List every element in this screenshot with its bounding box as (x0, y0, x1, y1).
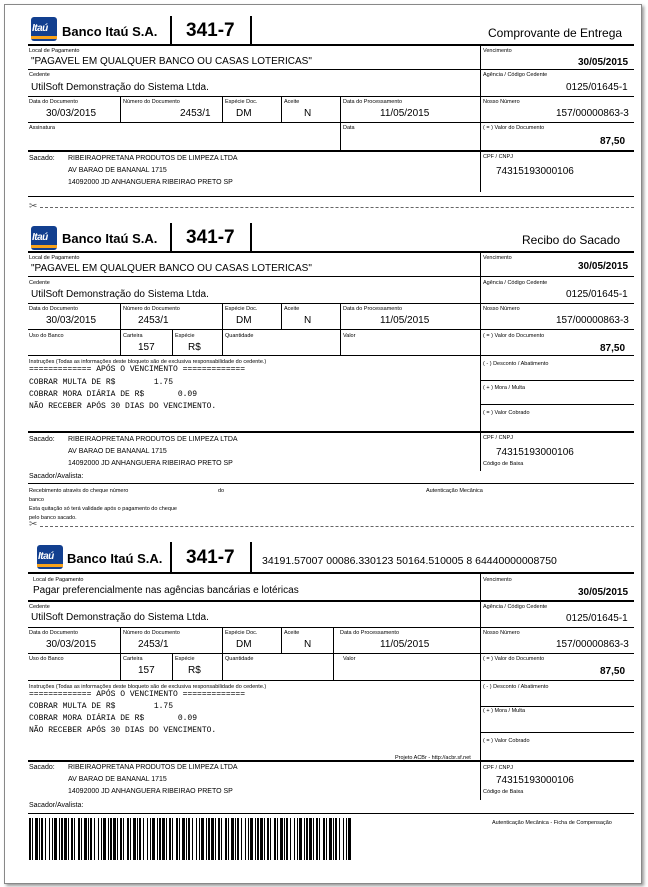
barcode-bar (274, 818, 276, 860)
barcode-bar (309, 818, 312, 860)
barcode-bar (231, 818, 234, 860)
barcode-bar (264, 818, 265, 860)
barcode-bar (29, 818, 31, 860)
barcode-bar (188, 818, 190, 860)
barcode-bar (323, 818, 325, 860)
barcode-bar (108, 818, 109, 860)
scissors-icon: ✂ (29, 201, 38, 212)
barcode-bar (61, 818, 63, 860)
barcode-bar (169, 818, 171, 860)
bank-name: Banco Itaú S.A. (62, 24, 158, 39)
barcode-bar (199, 818, 200, 860)
cedente: UtilSoft Demonstração do Sistema Ltda. (31, 82, 209, 93)
barcode-bar (172, 818, 173, 860)
barcode-bar (225, 818, 227, 860)
barcode-bar (284, 818, 285, 860)
barcode-bar (316, 818, 318, 860)
local-pagamento: "PAGAVEL EM QUALQUER BANCO OU CASAS LOTERICAS" (31, 56, 312, 67)
barcode-bar (54, 818, 57, 860)
sacado-nome: RIBEIRAOPRETANA PRODUTOS DE LIMPEZA LTDA (68, 155, 238, 162)
barcode-bar (78, 818, 80, 860)
barcode-bar (221, 818, 222, 860)
vencimento: 30/05/2015 (578, 57, 629, 68)
itau-logo: Itaú (37, 545, 63, 569)
barcode-bar (299, 818, 302, 860)
barcode-bar (103, 818, 106, 860)
barcode-bar (348, 818, 351, 860)
barcode-bar (94, 818, 95, 860)
barcode-bar (326, 818, 327, 860)
barcode-bar (186, 818, 187, 860)
barcode-bar (45, 818, 46, 860)
barcode-bar (90, 818, 92, 860)
barcode-bar (267, 818, 269, 860)
itau-logo: Itaú (31, 17, 57, 41)
barcode-bar (179, 818, 180, 860)
barcode-bar (215, 818, 216, 860)
barcode-bar (297, 818, 298, 860)
barcode-bar (74, 818, 75, 860)
barcode-bar (98, 818, 99, 860)
barcode-bar (49, 818, 50, 860)
valor-documento: 87,50 (600, 136, 626, 147)
barcode-bar (248, 818, 249, 860)
barcode-bar (235, 818, 236, 860)
barcode-bar (206, 818, 207, 860)
barcode-bar (290, 818, 291, 860)
itau-logo: Itaú (31, 226, 57, 250)
barcode-bar (306, 818, 308, 860)
barcode-bar (329, 818, 332, 860)
barcode-bar (260, 818, 263, 860)
barcode-bar (201, 818, 204, 860)
barcode-bar (286, 818, 288, 860)
barcode-bar (35, 818, 38, 860)
scissors-icon: ✂ (29, 519, 38, 530)
agencia: 0125/01645-1 (566, 82, 628, 93)
barcode-bar (333, 818, 334, 860)
barcode-bar (250, 818, 253, 860)
barcode-bar (59, 818, 60, 860)
barcode-bar (39, 818, 40, 860)
barcode-bar (150, 818, 151, 860)
barcode-bar (130, 818, 131, 860)
section-title: Comprovante de Entrega (488, 26, 623, 40)
page (4, 4, 642, 884)
barcode-bar (270, 818, 271, 860)
barcode-bar (110, 818, 112, 860)
barcode-bar (137, 818, 138, 860)
barcode-bar (208, 818, 210, 860)
barcode-bar (343, 818, 344, 860)
barcode-bar (71, 818, 73, 860)
bank-code: 341-7 (186, 547, 235, 568)
barcode-bar (162, 818, 165, 860)
barcode-bar (237, 818, 239, 860)
barcode (29, 818, 353, 860)
barcode-bar (313, 818, 314, 860)
barcode-bar (117, 818, 118, 860)
barcode-bar (257, 818, 259, 860)
barcode-bar (157, 818, 158, 860)
barcode-bar (319, 818, 320, 860)
barcode-bar (152, 818, 155, 860)
section-title: Recibo do Sacado (522, 233, 621, 247)
barcode-bar (280, 818, 283, 860)
barcode-bar (218, 818, 220, 860)
barcode-bar (68, 818, 69, 860)
barcode-bar (211, 818, 214, 860)
bank-code: 341-7 (186, 227, 235, 248)
barcode-bar (41, 818, 43, 860)
bank-code: 341-7 (186, 20, 235, 41)
barcode-bar (88, 818, 89, 860)
barcode-bar (127, 818, 129, 860)
barcode-bar (120, 818, 122, 860)
barcode-bar (84, 818, 87, 860)
barcode-bar (64, 818, 67, 860)
barcode-bar (32, 818, 33, 860)
cnpj: 74315193000106 (496, 166, 574, 177)
barcode-bar (123, 818, 124, 860)
barcode-bar (255, 818, 256, 860)
barcode-bar (52, 818, 53, 860)
barcode-bar (176, 818, 178, 860)
barcode-bar (159, 818, 161, 860)
bank-name: Banco Itaú S.A. (67, 551, 163, 566)
barcode-bar (143, 818, 144, 860)
barcode-bar (245, 818, 246, 860)
barcode-bar (196, 818, 197, 860)
barcode-bar (113, 818, 116, 860)
barcode-bar (304, 818, 305, 860)
barcode-bar (101, 818, 102, 860)
barcode-bar (133, 818, 136, 860)
bank-name: Banco Itaú S.A. (62, 231, 158, 246)
barcode-bar (192, 818, 193, 860)
barcode-bar (346, 818, 347, 860)
barcode-bar (241, 818, 242, 860)
barcode-bar (228, 818, 229, 860)
barcode-bar (335, 818, 337, 860)
barcode-bar (339, 818, 340, 860)
barcode-bar (166, 818, 167, 860)
barcode-bar (294, 818, 295, 860)
local-pagamento: Pagar preferencialmente nas agências bancárias e lotéricas (33, 585, 299, 596)
barcode-bar (147, 818, 148, 860)
barcode-bar (277, 818, 278, 860)
barcode-bar (81, 818, 82, 860)
barcode-bar (139, 818, 141, 860)
linha-digitavel: 34191.57007 00086.330123 50164.510005 8 64440000008750 (262, 555, 557, 567)
barcode-bar (182, 818, 185, 860)
